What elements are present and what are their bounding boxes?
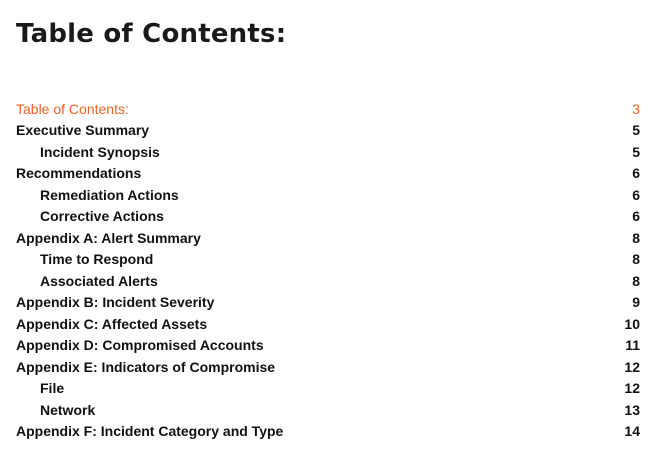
toc-entry-incident-synopsis[interactable] xyxy=(16,141,640,163)
toc-entry-appendix-d[interactable] xyxy=(16,335,640,357)
toc-entry-page: 12 xyxy=(624,380,640,397)
toc-entry-page: 10 xyxy=(624,315,640,332)
toc-entry-label: Appendix C: Affected Assets xyxy=(16,315,208,332)
toc-entry-page: 6 xyxy=(632,165,640,182)
toc-entry-page: 3 xyxy=(632,100,640,117)
toc-entry-associated-alerts[interactable] xyxy=(16,270,640,292)
toc-entry-label: Time to Respond xyxy=(40,251,154,268)
toc-entry-page: 13 xyxy=(624,401,640,418)
toc-entry-label: Remediation Actions xyxy=(40,186,179,203)
toc-entry-page: 9 xyxy=(632,294,640,311)
toc-entry-recommendations[interactable] xyxy=(16,163,640,185)
toc-entry-label: Appendix F: Incident Category and Type xyxy=(16,423,284,440)
toc-entry-page: 5 xyxy=(632,122,640,139)
toc-entry-table-of-contents[interactable] xyxy=(16,98,640,120)
toc-entry-page: 6 xyxy=(632,208,640,225)
toc-entry-label: Executive Summary xyxy=(16,122,150,139)
toc-entry-executive-summary[interactable] xyxy=(16,120,640,142)
toc-entry-page: 5 xyxy=(632,143,640,160)
toc-entry-label: Associated Alerts xyxy=(40,272,158,289)
toc-entry-label: Appendix A: Alert Summary xyxy=(16,229,201,246)
toc-entry-label: Recommendations xyxy=(16,165,142,182)
toc-entry-appendix-b[interactable] xyxy=(16,292,640,314)
toc-entry-remediation-actions[interactable] xyxy=(16,184,640,206)
toc-entry-corrective-actions[interactable] xyxy=(16,206,640,228)
toc-entry-page: 14 xyxy=(624,423,640,440)
toc-entry-label: Appendix D: Compromised Accounts xyxy=(16,337,264,354)
toc-entry-label: Table of Contents: xyxy=(16,100,129,117)
page-title: Table of Contents: xyxy=(16,19,287,49)
toc-list xyxy=(16,98,640,442)
toc-entry-page: 11 xyxy=(625,337,640,354)
toc-entry-appendix-f[interactable] xyxy=(16,421,640,443)
toc-entry-page: 8 xyxy=(632,251,640,268)
toc-entry-time-to-respond[interactable] xyxy=(16,249,640,271)
toc-entry-label: Appendix E: Indicators of Compromise xyxy=(16,358,276,375)
toc-entry-file[interactable] xyxy=(16,378,640,400)
toc-entry-label: Incident Synopsis xyxy=(40,143,160,160)
toc-entry-page: 8 xyxy=(632,229,640,246)
toc-entry-label: Network xyxy=(40,401,96,418)
toc-entry-page: 12 xyxy=(624,358,640,375)
toc-entry-label: Appendix B: Incident Severity xyxy=(16,294,215,311)
toc-entry-appendix-a[interactable] xyxy=(16,227,640,249)
toc-entry-label: Corrective Actions xyxy=(40,208,164,225)
toc-entry-appendix-e[interactable] xyxy=(16,356,640,378)
toc-entry-page: 8 xyxy=(632,272,640,289)
toc-entry-network[interactable] xyxy=(16,399,640,421)
toc-entry-label: File xyxy=(40,380,65,397)
toc-entry-page: 6 xyxy=(632,186,640,203)
toc-entry-appendix-c[interactable] xyxy=(16,313,640,335)
